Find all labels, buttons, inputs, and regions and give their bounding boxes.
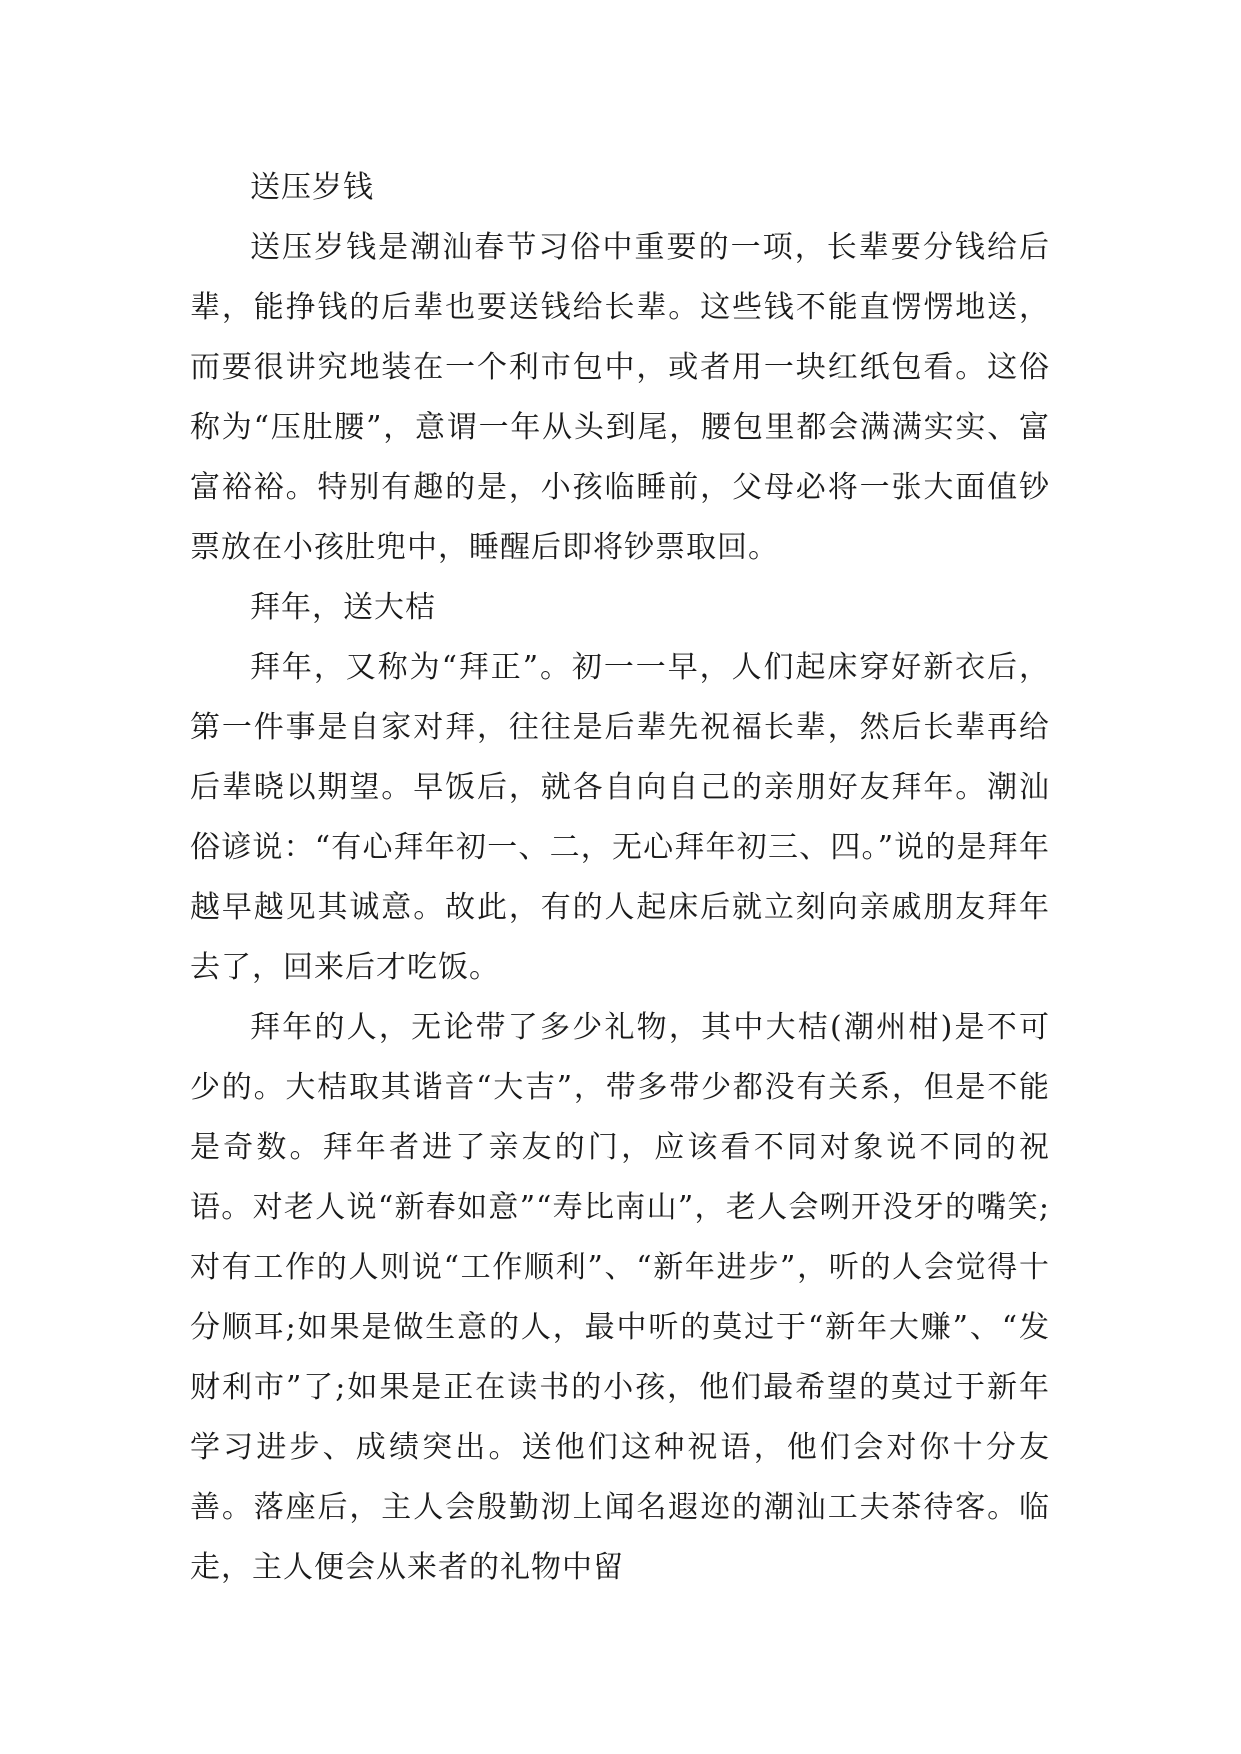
document-page bbox=[190, 158, 1050, 1598]
paragraph-bai-nian: 拜年，又称为“拜正”。初一一早，人们起床穿好新衣后，第一件事是自家对拜，往往是后辈先祝福长辈，然后长辈再给后辈晓以期望。早饭后，就各自向自己的亲朋好友拜年。潮汕俗谚说：“有心拜年初一、二，无心拜年初三、四。”说的是拜年越早越见其诚意。故此，有的人起床后就立刻向亲戚朋友拜年去了，回来后才吃饭。 bbox=[190, 650, 1050, 985]
paragraph-da-ju: 拜年的人，无论带了多少礼物，其中大桔(潮州柑)是不可少的。大桔取其谐音“大吉”，带多带少都没有关系，但是不能是奇数。拜年者进了亲友的门，应该看不同对象说不同的祝语。对老人说“新春如意”“寿比南山”，老人会咧开没牙的嘴笑;对有工作的人则说“工作顺利”、“新年进步”，听的人会觉得十分顺耳;如果是做生意的人，最中听的莫过于“新年大赚”、“发财利市”了;如果是正在读书的小孩，他们最希望的莫过于新年学习进步、成绩突出。送他们这种祝语，他们会对你十分友善。落座后，主人会殷勤沏上闻名遐迩的潮汕工夫茶待客。临走，主人便会从来者的礼物中留 bbox=[190, 1010, 1050, 1585]
heading-bai-nian: 拜年，送大桔 bbox=[250, 590, 436, 625]
heading-ya-sui-qian: 送压岁钱 bbox=[250, 170, 374, 205]
paragraph-ya-sui-qian: 送压岁钱是潮汕春节习俗中重要的一项，长辈要分钱给后辈，能挣钱的后辈也要送钱给长辈。这些钱不能直愣愣地送，而要很讲究地装在一个利市包中，或者用一块红纸包看。这俗称为“压肚腰”，意谓一年从头到尾，腰包里都会满满实实、富富裕裕。特别有趣的是，小孩临睡前，父母必将一张大面值钞票放在小孩肚兜中，睡醒后即将钞票取回。 bbox=[190, 230, 1050, 565]
